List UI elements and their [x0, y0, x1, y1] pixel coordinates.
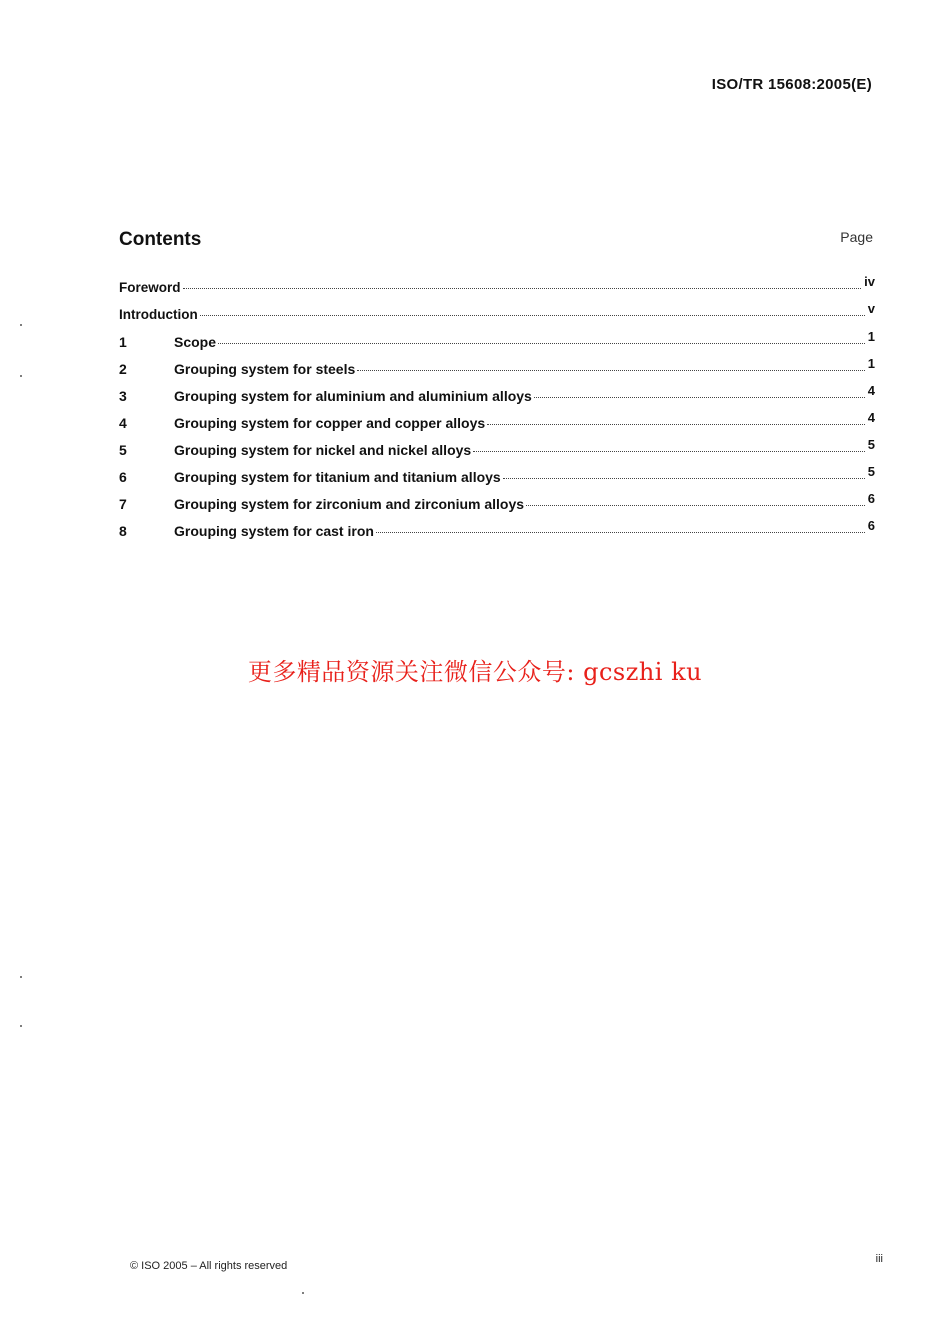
toc-entry-page: 6 — [867, 518, 875, 533]
dot-leader — [526, 505, 865, 506]
toc-entry-title: Grouping system for cast iron — [174, 523, 374, 539]
dot-leader — [183, 288, 862, 289]
toc-entry-titanium[interactable] — [119, 464, 875, 496]
dot-leader — [376, 532, 865, 533]
copyright-notice: © ISO 2005 – All rights reserved — [130, 1260, 288, 1272]
toc-entry-page: iv — [864, 274, 875, 289]
scan-speck — [20, 1025, 22, 1027]
toc-entry-page: 6 — [867, 491, 875, 506]
toc-entry-number: 2 — [119, 361, 127, 377]
dot-leader — [357, 370, 864, 371]
toc-entry-title: Grouping system for nickel and nickel alloys — [174, 442, 472, 458]
toc-entry-title: Grouping system for titanium and titanium alloys — [174, 469, 501, 485]
toc-entry-copper[interactable] — [119, 410, 875, 442]
toc-entry-steels[interactable] — [119, 356, 875, 388]
toc-entry-introduction[interactable] — [119, 301, 875, 334]
toc-entry-title: Foreword — [119, 280, 181, 295]
toc-entry-page: v — [867, 301, 875, 316]
toc-entry-nickel[interactable] — [119, 437, 875, 469]
toc-entry-number: 8 — [119, 523, 127, 539]
toc-entry-title: Grouping system for aluminium and aluminium alloys — [174, 388, 532, 404]
dot-leader — [200, 315, 865, 316]
toc-entry-zirconium[interactable] — [119, 491, 875, 523]
toc-entry-title: Grouping system for copper and copper alloys — [174, 415, 486, 431]
table-of-contents — [119, 274, 875, 550]
contents-heading: Contents — [119, 229, 202, 250]
scan-speck — [20, 375, 22, 377]
scan-speck — [302, 1292, 304, 1294]
scan-speck — [20, 324, 22, 326]
watermark-notice: 更多精品资源关注微信公众号: gcszhi ku — [247, 658, 703, 686]
toc-entry-scope[interactable] — [119, 329, 875, 361]
toc-entry-number: 5 — [119, 442, 127, 458]
dot-leader — [534, 397, 865, 398]
toc-entry-foreword[interactable] — [119, 274, 875, 307]
dot-leader — [218, 343, 865, 344]
scan-speck — [20, 976, 22, 978]
toc-entry-page: 1 — [867, 329, 875, 344]
toc-entry-number: 6 — [119, 469, 127, 485]
toc-entry-title: Grouping system for steels — [174, 361, 356, 377]
page-column-label: Page — [840, 229, 873, 245]
toc-entry-cast-iron[interactable] — [119, 518, 875, 550]
toc-entry-title: Introduction — [119, 307, 198, 322]
toc-entry-number: 1 — [119, 334, 127, 350]
toc-entry-number: 4 — [119, 415, 127, 431]
toc-entry-page: 4 — [867, 383, 875, 398]
toc-entry-page: 1 — [867, 356, 875, 371]
toc-entry-title: Scope — [174, 334, 217, 350]
dot-leader — [487, 424, 865, 425]
toc-entry-aluminium[interactable] — [119, 383, 875, 415]
document-identifier: ISO/TR 15608:2005(E) — [711, 76, 872, 93]
dot-leader — [473, 451, 865, 452]
toc-entry-number: 7 — [119, 496, 127, 512]
dot-leader — [503, 478, 865, 479]
toc-entry-page: 5 — [867, 464, 875, 479]
toc-entry-number: 3 — [119, 388, 127, 404]
toc-entry-page: 4 — [867, 410, 875, 425]
toc-entry-title: Grouping system for zirconium and zirconium alloys — [174, 496, 525, 512]
toc-entry-page: 5 — [867, 437, 875, 452]
page-number: iii — [875, 1253, 883, 1265]
